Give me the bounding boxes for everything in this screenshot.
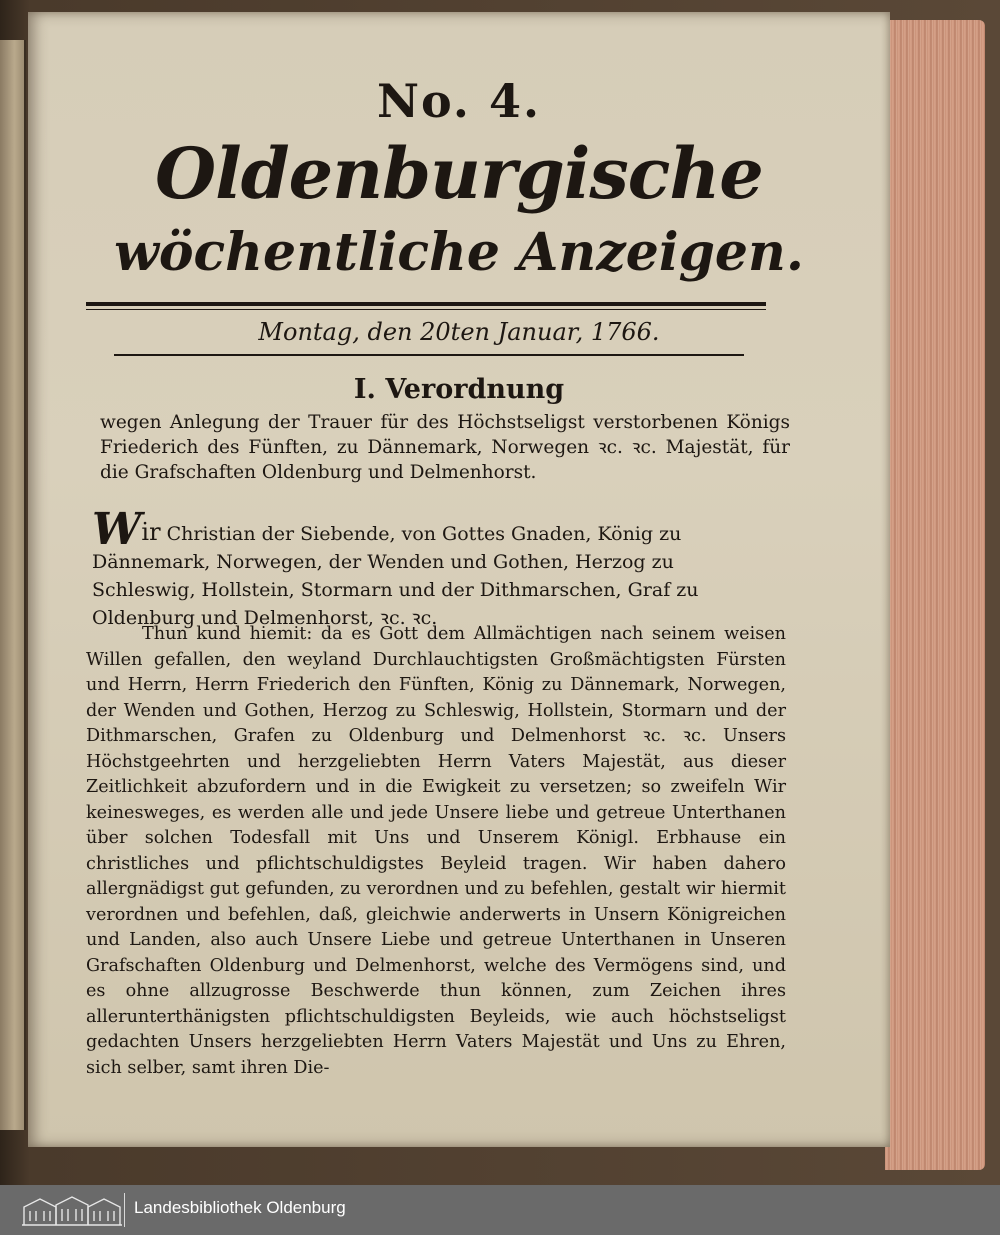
gazette-title: Oldenburgische: [155, 132, 763, 215]
decree-intro-text: Christian der Siebende, von Gottes Gnaden, König zu Dännemark, Norwegen, der Wenden und Gothen, Herzog zu Schleswig, Hollstein, Stormarn und der Dithmarschen, Graf zu Oldenburg und Delmenhorst, ꝛc. ꝛc.: [92, 523, 699, 629]
decree-body: [86, 622, 786, 1081]
decree-body-paragraph: Thun kund hiemit: da es Gott dem Allmächtigen nach seinem weisen Willen gefallen, den weyland Durchlauchtigsten Großmächtigsten Fürsten und Herrn, Herrn Friederich den Fünften, König zu Dännemark, Norwegen, der Wenden und Gothen, Herzog zu Schleswig, Hollstein, Stormarn und der Dithmarschen, Grafen zu Oldenburg und Delmenhorst ꝛc. ꝛc. Unsers Höchstgeehrten und herzgeliebten Herrn Vaters Majestät, aus dieser Zeitlichkeit abzufordern und in die Ewigkeit zu versetzen; so zweifeln Wir keinesweges, es werden alle und jede Unsere liebe und getreue Unterthanen über solchen Todesfall mit Uns und Unserem Königl. Erbhause ein christliches und pflichtschuldigstes Beyleid tragen. Wir haben dahero allergnädigst gut gefunden, zu verordnen und zu befehlen, gestalt wir hiermit verordnen und befehlen, daß, gleichwie anderwerts in Unsern Königreichen und Landen, also auch Unsere Liebe und getreue Unterthanen in Unseren Grafschaften Oldenburg und Delmenhorst, welche des Vermögens sind, und es ohne allzugrosse Beschwerde thun können, zum Zeichen ihres allerunterthänigsten pflichtschuldigsten Beyleids, wie auch höchstseligst gedachten Unsers herzgeliebten Herrn Vaters Majestät und Uns zu Ehren, sich selber, samt ihren Die-: [86, 624, 786, 1078]
left-page-edge: [0, 40, 26, 1130]
decree-intro: [92, 504, 782, 631]
title-rule: [86, 302, 766, 306]
gazette-page: [28, 12, 890, 1147]
date-rule: [114, 354, 744, 356]
section-subject: wegen Anlegung der Trauer für des Höchstseligst verstorbenen Königs Friederich des Fünften, zu Dännemark, Norwegen ꝛc. ꝛc. Majestät, für die Grafschaften Oldenburg und Delmenhorst.: [100, 412, 790, 483]
footer-bar: [0, 1185, 1000, 1235]
title-rule-thin: [86, 309, 766, 310]
issue-date: Montag, den 20ten Januar, 1766.: [258, 318, 660, 346]
library-building-icon: [20, 1193, 124, 1227]
section-heading: I. Verordnung: [353, 374, 565, 405]
issue-number: No. 4.: [377, 74, 541, 128]
gazette-subtitle: wöchentliche Anzeigen.: [114, 222, 804, 283]
footer-separator: [124, 1193, 125, 1227]
drop-cap: W: [92, 504, 142, 555]
page-stack-edges: [885, 20, 985, 1170]
decree-opening-word: ir: [141, 518, 161, 546]
library-name: Landesbibliothek Oldenburg: [134, 1198, 346, 1217]
